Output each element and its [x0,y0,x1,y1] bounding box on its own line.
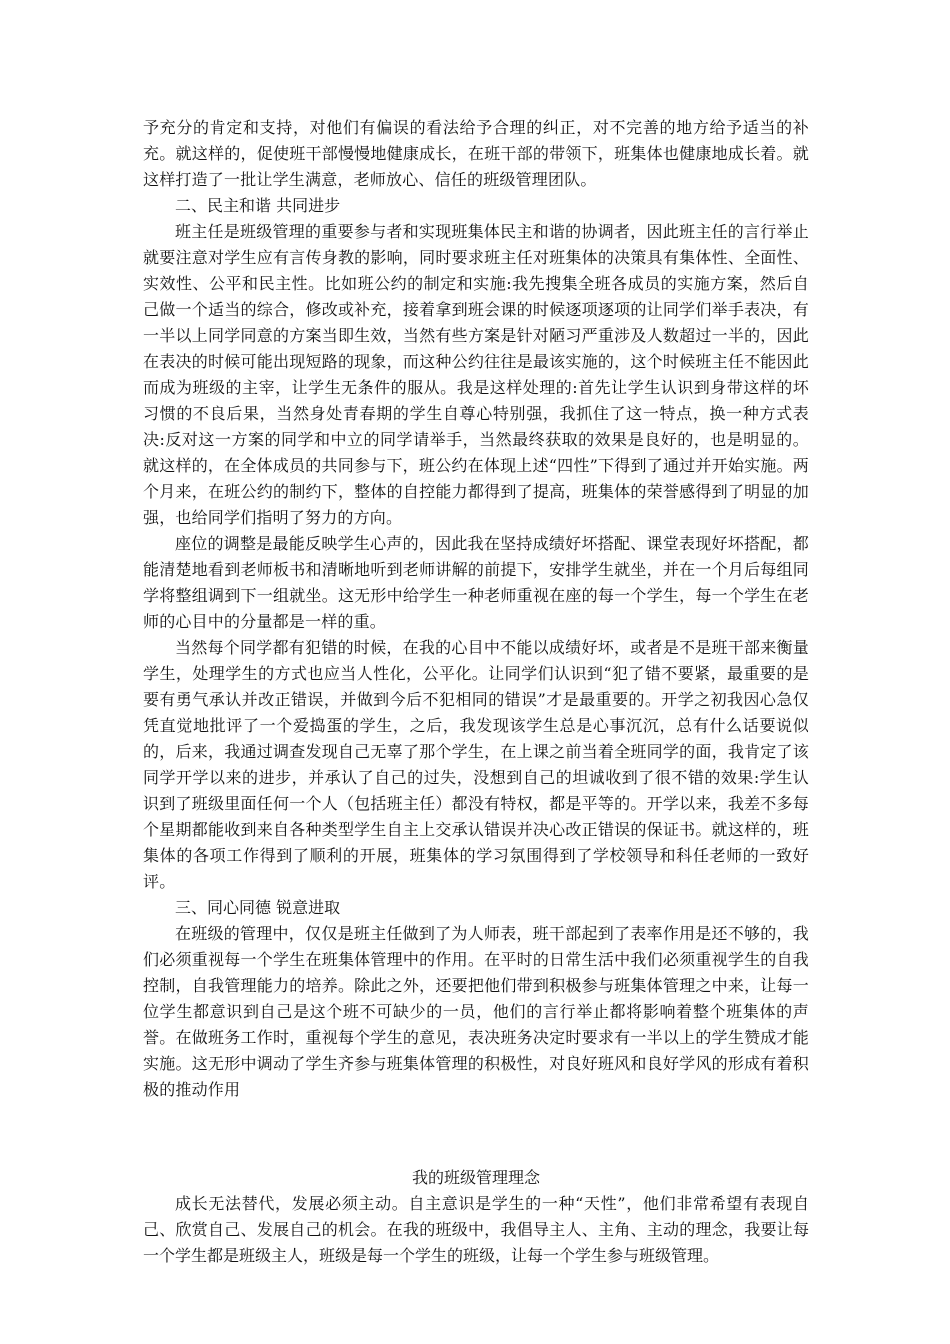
article-title: 我的班级管理理念 [411,1168,540,1187]
section-heading-2: 二、民主和谐 共同进步 [175,196,341,215]
paragraph-philosophy: 成长无法替代，发展必须主动。自主意识是学生的一种“天性”，他们非常希望有表现自己、欣赏自己、发展自己的机会。在我的班级中，我倡导主人、主角、主动的理念，我要让每一个学生都是班级主人，班级是每一个学生的班级，让每一个学生参与班级管理。 [143,1194,809,1265]
paragraph-democracy: 班主任是班级管理的重要参与者和实现班集体民主和谐的协调者，因此班主任的言行举止就要注意对学生应有言传身教的影响，同时要求班主任对班集体的决策具有集体性、全面性、实效性、公平和民主性。比如班公约的制定和实施:我先搜集全班各成员的实施方案，然后自己做一个适当的综合，修改或补充，接着拿到班会课的时候逐项逐项的让同学们举手表决，有一半以上同学同意的方案当即生效，当然有些方案是针对陋习严重涉及人数超过一半的，因此在表决的时候可能出现短路的现象，而这种公约往往是最该实施的，这个时候班主任不能因此而成为班级的主宰，让学生无条件的服从。我是这样处理的:首先让学生认识到身带这样的坏习惯的不良后果，当然身处青春期的学生自尊心特别强，我抓住了这一特点，换一种方式表决:反对这一方案的同学和中立的同学请举手，当然最终获取的效果是良好的，也是明显的。就这样的，在全体成员的共同参与下，班公约在体现上述“四性”下得到了通过并开始实施。两个月来，在班公约的制约下，整体的自控能力都得到了提高，班集体的荣誉感得到了明显的加强，也给同学们指明了努力的方向。 [143,222,809,527]
section-heading-3: 三、同心同德 锐意进取 [175,898,341,917]
paragraph-participation: 在班级的管理中，仅仅是班主任做到了为人师表，班干部起到了表率作用是还不够的，我们必须重视每一个学生在班集体管理中的作用。在平时的日常生活中我们必须重视学生的自我控制，自我管理能力的培养。除此之外，还要把他们带到积极参与班集体管理之中来，让每一位学生都意识到自己是这个班不可缺少的一员，他们的言行举止都将影响着整个班集体的声誉。在做班务工作时，重视每个学生的意见，表决班务决定时要求有一半以上的学生赞成才能实施。这无形中调动了学生齐参与班集体管理的积极性，对良好班风和良好学风的形成有着积极的推动作用 [143,924,809,1099]
paragraph-mistakes: 当然每个同学都有犯错的时候，在我的心目中不能以成绩好坏，或者是不是班干部来衡量学生，处理学生的方式也应当人性化，公平化。让同学们认识到“犯了错不要紧，最重要的是要有勇气承认并改正错误，并做到今后不犯相同的错误”才是最重要的。开学之初我因心急仅凭直觉地批评了一个爱捣蛋的学生，之后，我发现该学生总是心事沉沉，总有什么话要说似的，后来，我通过调查发现自己无辜了那个学生，在上课之前当着全班同学的面，我肯定了该同学开学以来的进步，并承认了自己的过失，没想到自己的坦诚收到了很不错的效果:学生认识到了班级里面任何一个人（包括班主任）都没有特权，都是平等的。开学以来，我差不多每个星期都能收到来自各种类型学生自主上交承认错误并决心改正错误的保证书。就这样的，班集体的各项工作得到了顺利的开展，班集体的学习氛围得到了学校领导和科任老师的一致好评。 [143,638,809,891]
paragraph-continuation: 予充分的肯定和支持，对他们有偏误的看法给予合理的纠正，对不完善的地方给予适当的补充。就这样的，促使班干部慢慢地健康成长，在班干部的带领下，班集体也健康地成长着。就这样打造了一批让学生满意，老师放心、信任的班级管理团队。 [143,118,809,189]
document-page [143,115,809,1269]
paragraph-seating: 座位的调整是最能反映学生心声的，因此我在坚持成绩好坏搭配、课堂表现好坏搭配，都能清楚地看到老师板书和清晰地听到老师讲解的前提下，安排学生就坐，并在一个月后每组同学将整组调到下一组就坐。这无形中给学生一种老师重视在座的每一个学生，每一个学生在老师的心目中的分量都是一样的重。 [143,534,809,631]
